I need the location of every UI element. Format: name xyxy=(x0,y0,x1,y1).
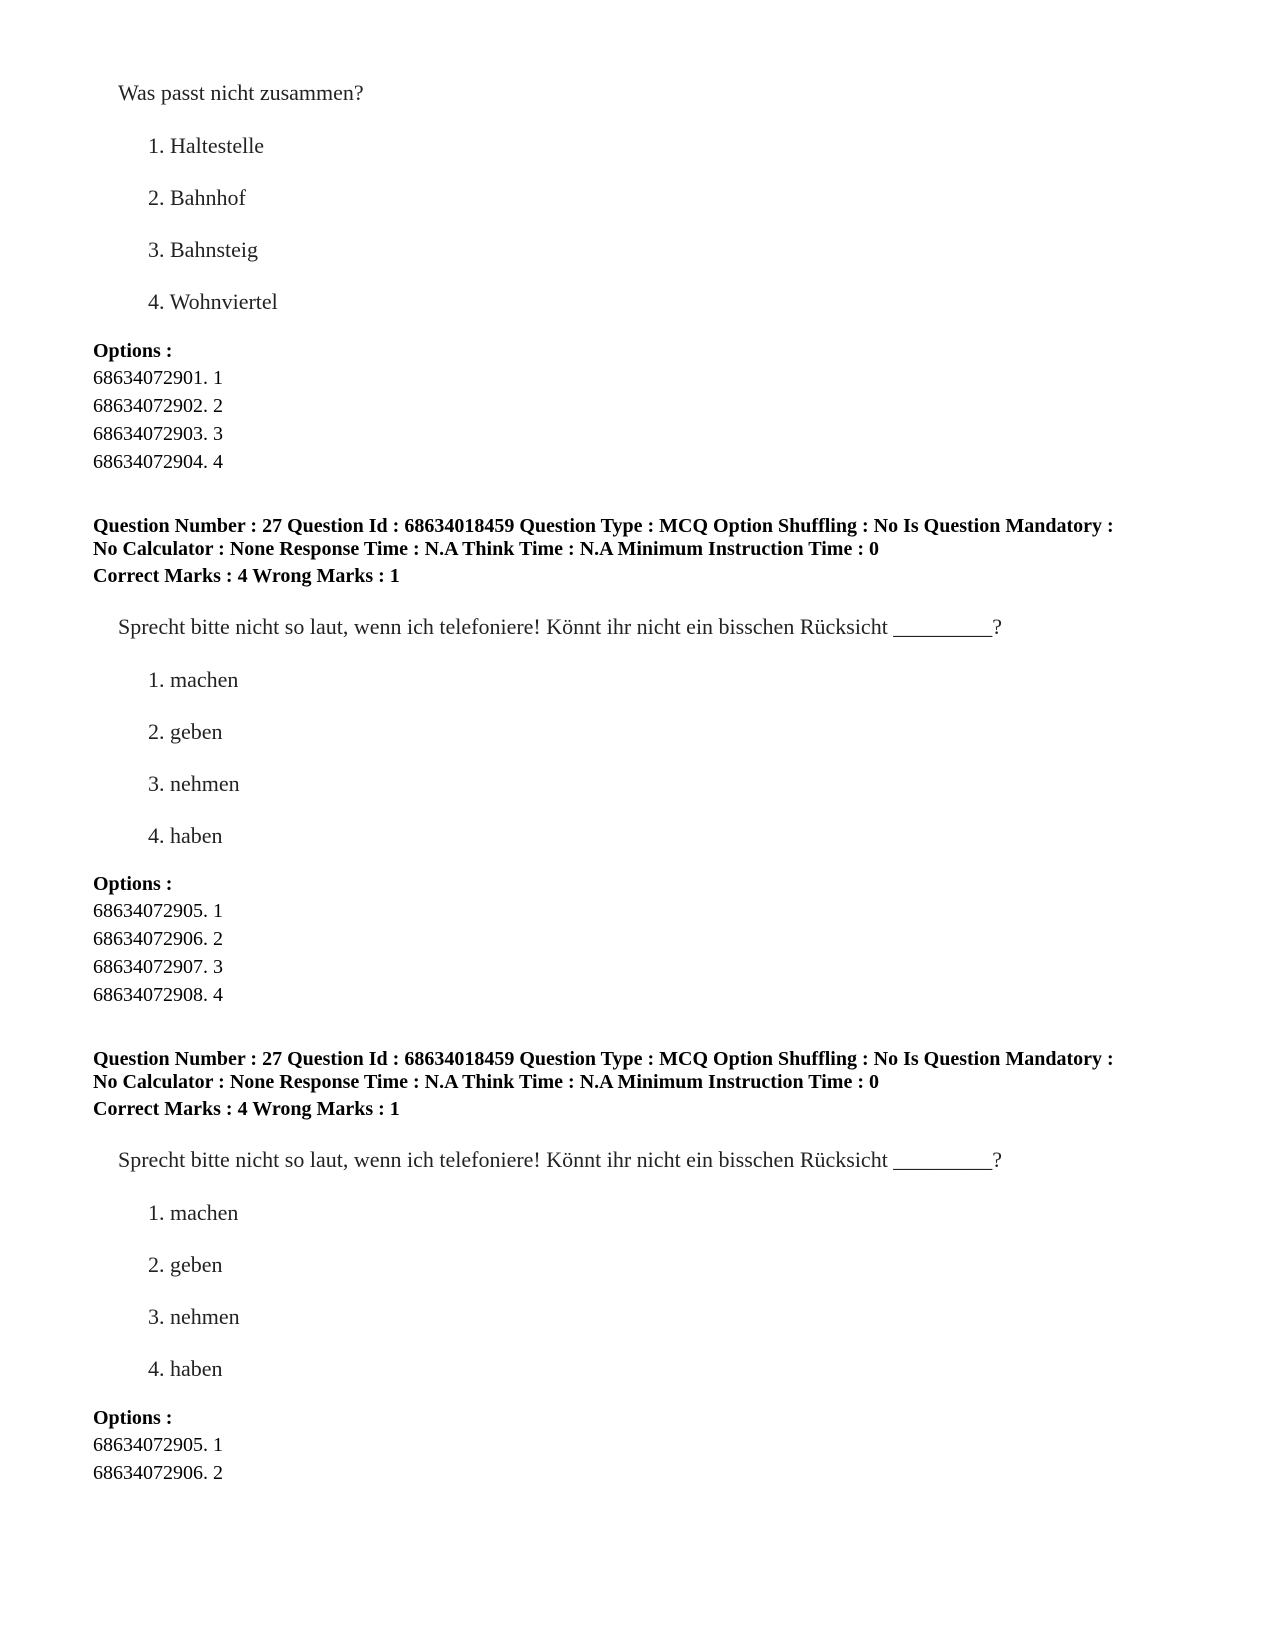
question-text: Sprecht bitte nicht so laut, wenn ich telefoniere! Könnt ihr nicht ein bisschen Rücksicht _________? xyxy=(118,614,1003,639)
question-meta: Question Number : 27 Question Id : 68634018459 Question Type : MCQ Option Shuffling : No Is Question Mandatory : xyxy=(93,515,1114,537)
question-marks: Correct Marks : 4 Wrong Marks : 1 xyxy=(93,1098,400,1120)
option-item: 68634072908. 4 xyxy=(93,984,223,1006)
answer-choice: 2. Bahnhof xyxy=(148,185,246,210)
answer-choice: 2. geben xyxy=(148,719,223,744)
option-item: 68634072904. 4 xyxy=(93,451,223,473)
option-item: 68634072905. 1 xyxy=(93,900,223,922)
question-meta: Question Number : 27 Question Id : 68634018459 Question Type : MCQ Option Shuffling : No Is Question Mandatory : xyxy=(93,1048,1114,1070)
question-text: Sprecht bitte nicht so laut, wenn ich telefoniere! Könnt ihr nicht ein bisschen Rücksicht _________? xyxy=(118,1147,1003,1172)
question-text: Was passt nicht zusammen? xyxy=(118,80,364,105)
option-item: 68634072901. 1 xyxy=(93,367,223,389)
answer-choice: 1. machen xyxy=(148,1200,239,1225)
answer-choice: 1. machen xyxy=(148,667,239,692)
question-meta: No Calculator : None Response Time : N.A Think Time : N.A Minimum Instruction Time : 0 xyxy=(93,538,879,560)
options-label: Options : xyxy=(93,873,173,895)
question-meta: No Calculator : None Response Time : N.A Think Time : N.A Minimum Instruction Time : 0 xyxy=(93,1071,879,1093)
options-label: Options : xyxy=(93,340,173,362)
option-item: 68634072907. 3 xyxy=(93,956,223,978)
answer-choice: 4. haben xyxy=(148,823,223,848)
answer-choice: 4. haben xyxy=(148,1356,223,1381)
option-item: 68634072906. 2 xyxy=(93,1462,223,1484)
option-item: 68634072905. 1 xyxy=(93,1434,223,1456)
options-label: Options : xyxy=(93,1407,173,1429)
answer-choice: 1. Haltestelle xyxy=(148,133,265,158)
answer-choice: 3. nehmen xyxy=(148,771,240,796)
answer-choice: 2. geben xyxy=(148,1252,223,1277)
option-item: 68634072903. 3 xyxy=(93,423,223,445)
option-item: 68634072906. 2 xyxy=(93,928,223,950)
answer-choice: 4. Wohnviertel xyxy=(148,289,278,314)
option-item: 68634072902. 2 xyxy=(93,395,223,417)
answer-choice: 3. nehmen xyxy=(148,1304,240,1329)
question-marks: Correct Marks : 4 Wrong Marks : 1 xyxy=(93,565,400,587)
answer-choice: 3. Bahnsteig xyxy=(148,237,258,262)
